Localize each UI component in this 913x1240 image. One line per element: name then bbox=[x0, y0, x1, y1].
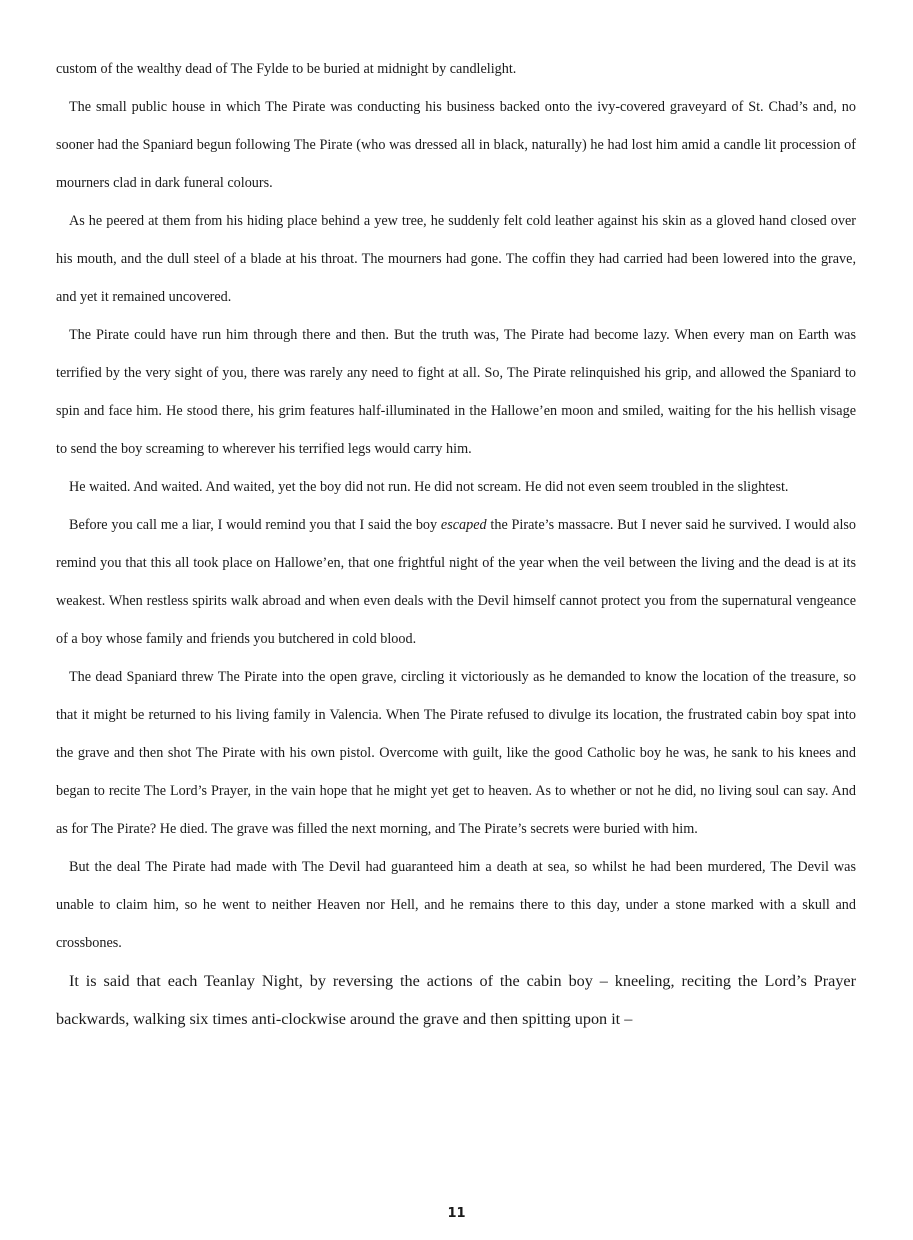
paragraph-6-after: the Pirate’s massacre. But I never said he survived. I would also remind you that this all took place on Hallowe’en, that one frightful night of the year when the veil between the living and the dead is at its weakest. When restless spirits walk abroad and when even deals with the Devil himself cannot protect you from the supernatural vengeance of a boy whose family and friends you butchered in cold blood. bbox=[56, 517, 857, 647]
paragraph-8: But the deal The Pirate had made with The Devil had guaranteed him a death at sea, so whilst he had been murdered, The Devil was unable to claim him, so he went to neither Heaven nor Hell, and he remains there to this day, under a stone marked with a skull and crossbones. bbox=[56, 859, 856, 951]
paragraph-5: He waited. And waited. And waited, yet the boy did not run. He did not scream. He did not even seem troubled in the slightest. bbox=[69, 479, 789, 495]
paragraph-2: The small public house in which The Pirate was conducting his business backed onto the ivy-covered graveyard of St. Chad’s and, no sooner had the Spaniard begun following The Pirate (who was dressed all in black, naturally) he had lost him amid a candle lit procession of mourners clad in dark funeral colours. bbox=[56, 99, 856, 191]
paragraph-6-before: Before you call me a liar, I would remind you that I said the boy bbox=[69, 517, 441, 533]
paragraph-3: As he peered at them from his hiding place behind a yew tree, he suddenly felt cold leather against his skin as a gloved hand closed over his mouth, and the dull steel of a blade at his throat. The mourners had gone. The coffin they had carried had been lowered into the grave, and yet it remained uncovered. bbox=[56, 213, 856, 305]
paragraph-4: The Pirate could have run him through there and then. But the truth was, The Pirate had become lazy. When every man on Earth was terrified by the very sight of you, there was rarely any need to fight at all. So, The Pirate relinquished his grip, and allowed the Spaniard to spin and face him. He stood there, his grim features half-illuminated in the Hallowe’en moon and smiled, waiting for the his hellish visage to send the boy screaming to wherever his terrified legs would carry him. bbox=[56, 327, 856, 457]
paragraph-1: custom of the wealthy dead of The Fylde to be buried at midnight by candlelight. bbox=[56, 61, 517, 77]
page-number: 11 bbox=[447, 1206, 466, 1221]
body-text bbox=[56, 50, 856, 1038]
paragraph-6 bbox=[56, 506, 856, 658]
paragraph-9: It is said that each Teanlay Night, by reversing the actions of the cabin boy – kneeling, reciting the Lord’s Prayer backwards, walking six times anti-clockwise around the grave and then spitting upon it – bbox=[56, 972, 856, 1028]
paragraph-7: The dead Spaniard threw The Pirate into the open grave, circling it victoriously as he demanded to know the location of the treasure, so that it might be returned to his living family in Valencia. When The Pirate refused to divulge its location, the frustrated cabin boy spat into the grave and then shot The Pirate with his own pistol. Overcome with guilt, like the good Catholic boy he was, he sank to his knees and began to recite The Lord’s Prayer, in the vain hope that he might yet get to heaven. As to whether or not he did, no living soul can say. And as for The Pirate? He died. The grave was filled the next morning, and The Pirate’s secrets were buried with him. bbox=[56, 669, 856, 837]
paragraph-6-emphasis: escaped bbox=[440, 517, 487, 533]
